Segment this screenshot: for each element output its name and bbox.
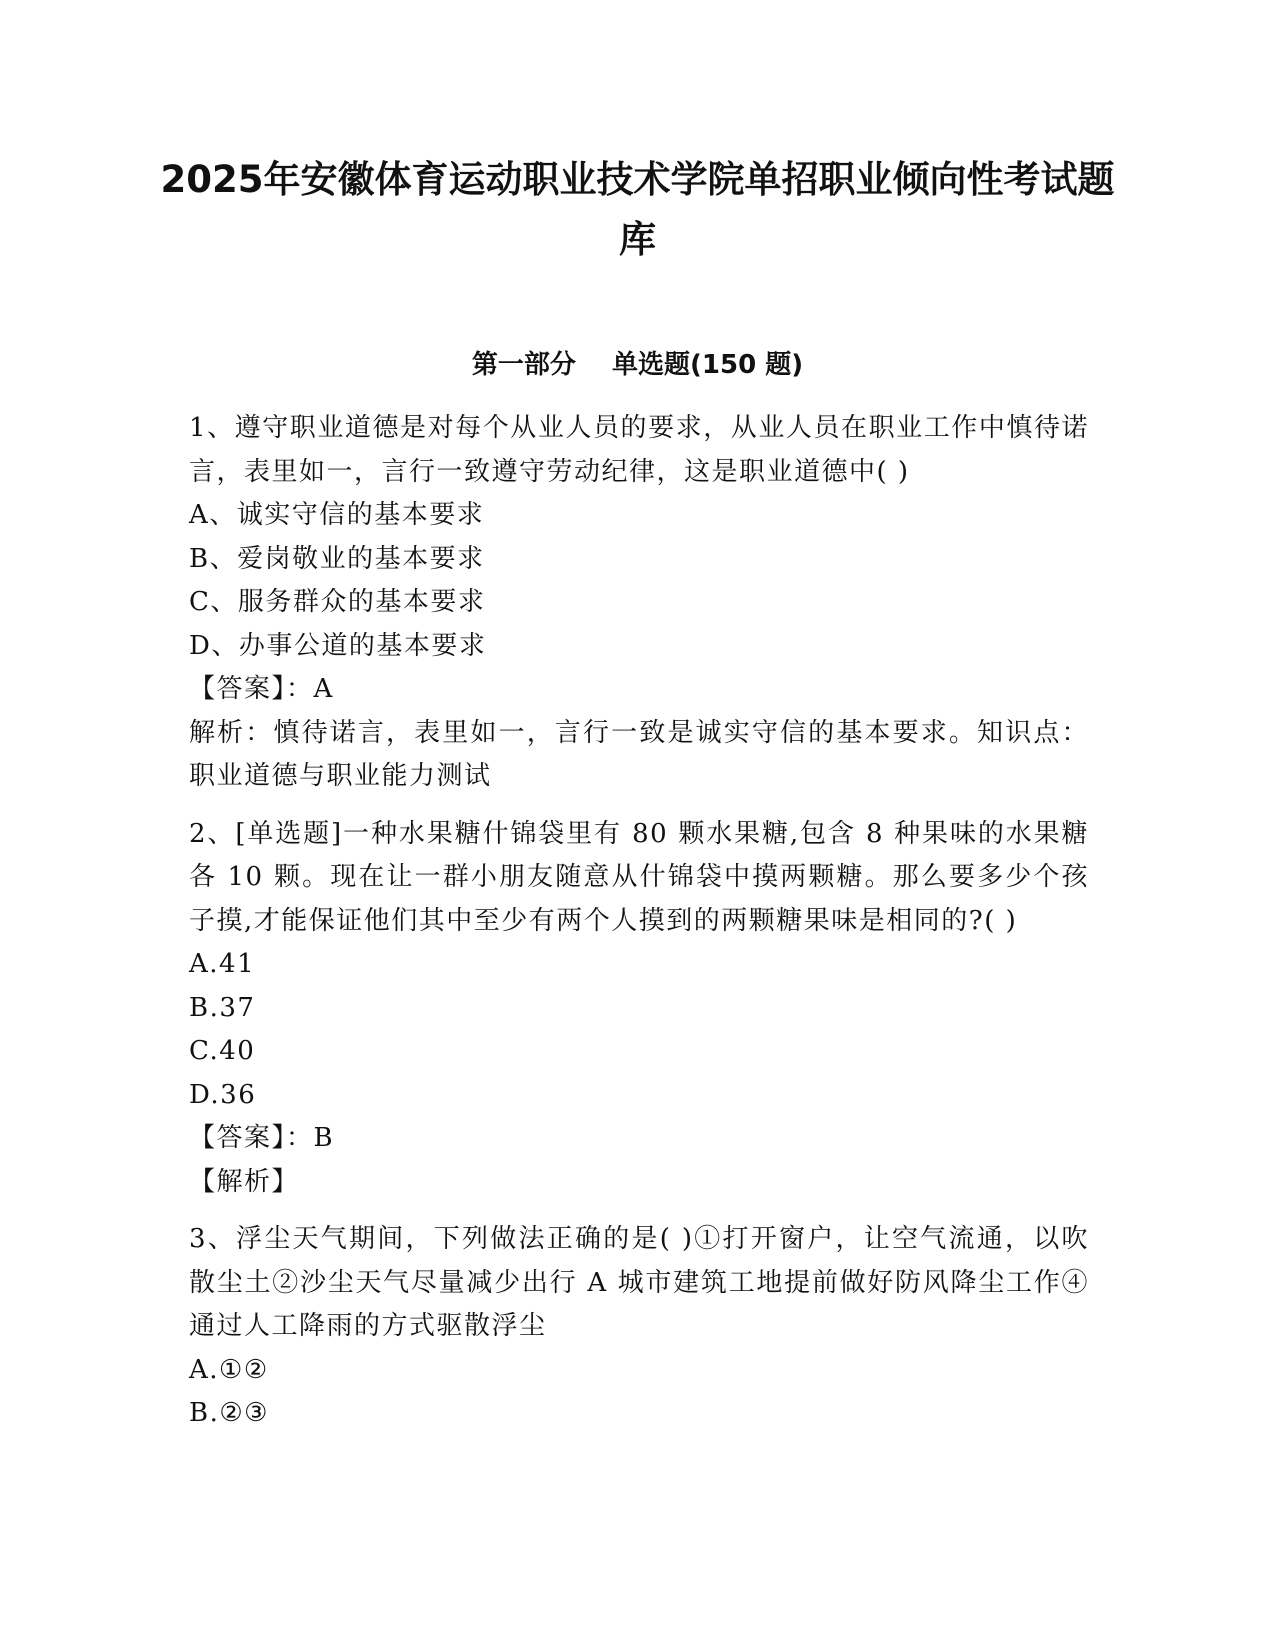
option-b: B.37 — [189, 992, 256, 1023]
option-b: B.②③ — [189, 1398, 269, 1428]
option-c: C.40 — [189, 1036, 256, 1066]
question-2 — [189, 813, 1089, 1205]
document-title: 2025年安徽体育运动职业技术学院单招职业倾向性考试题库 — [160, 158, 1115, 261]
option-d: D、办事公道的基本要求 — [189, 630, 487, 661]
option-b: B、爱岗敬业的基本要求 — [189, 543, 485, 574]
answer: 【答案】：A — [189, 674, 334, 704]
question-1 — [189, 407, 1089, 799]
option-d: D.36 — [189, 1079, 257, 1110]
analysis: 【解析】 — [189, 1166, 300, 1197]
option-c: C、服务群众的基本要求 — [189, 587, 486, 617]
answer: 【答案】：B — [189, 1123, 335, 1153]
section-title: 第一部分 单选题(150 题) — [471, 350, 804, 380]
option-a: A.①② — [189, 1354, 269, 1385]
option-a: A.41 — [189, 949, 256, 979]
analysis: 解析：慎待诺言，表里如一，言行一致是诚实守信的基本要求。知识点：职业道德与职业能力测试 — [189, 717, 1089, 791]
document-body — [189, 407, 1089, 1450]
question-3 — [189, 1218, 1089, 1436]
question-stem: 2、[单选题]一种水果糖什锦袋里有 80 颗水果糖,包含 8 种果味的水果糖各 10 颗。现在让一群小朋友随意从什锦袋中摸两颗糖。那么要多少个孩子摸,才能保证他们其中至少有两个人摸到的两颗糖果味是相同的?( ) — [189, 818, 1089, 936]
option-a: A、诚实守信的基本要求 — [189, 500, 485, 530]
question-stem: 3、浮尘天气期间，下列做法正确的是( )①打开窗户，让空气流通，以吹散尘土②沙尘天气尽量减少出行 A 城市建筑工地提前做好防风降尘工作④通过人工降雨的方式驱散浮尘 — [189, 1224, 1089, 1341]
question-stem: 1、遵守职业道德是对每个从业人员的要求，从业人员在职业工作中慎待诺言，表里如一，言行一致遵守劳动纪律，这是职业道德中( ) — [189, 413, 1089, 487]
